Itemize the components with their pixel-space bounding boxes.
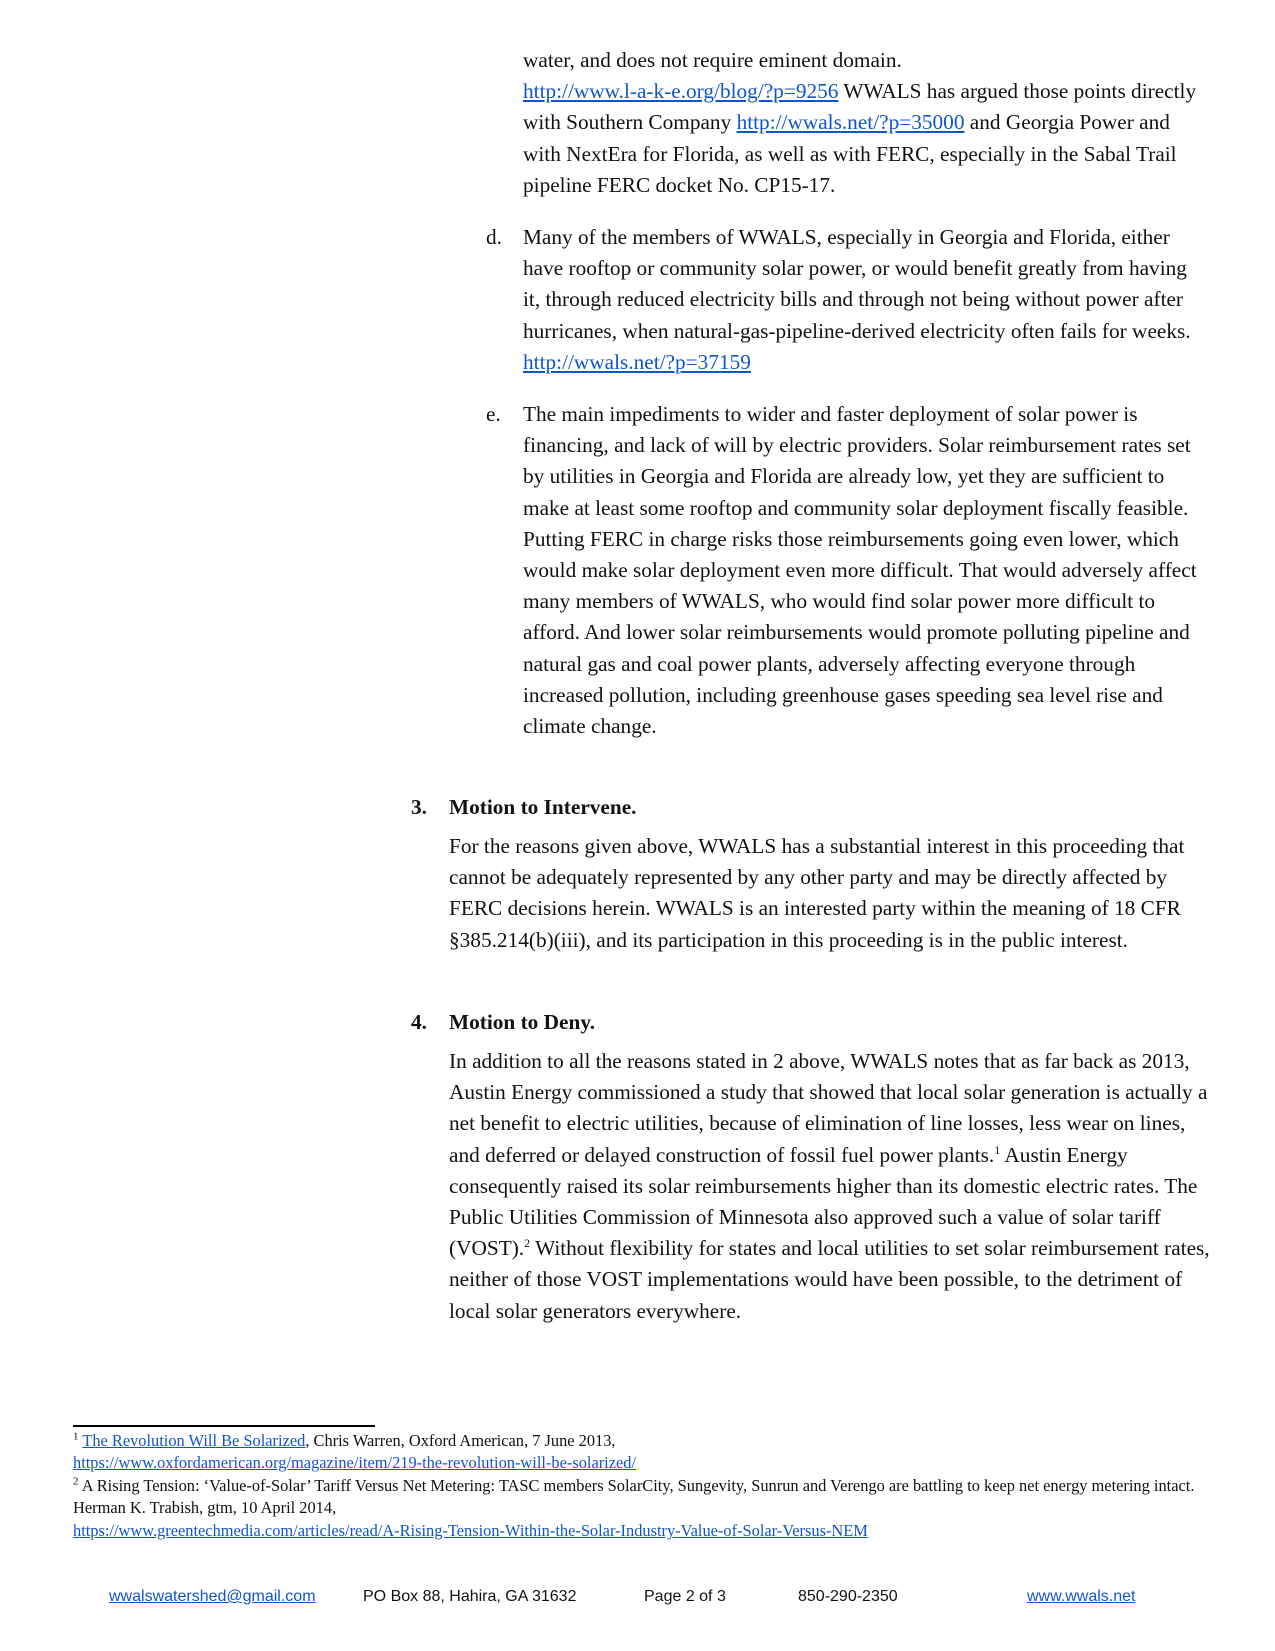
footnote-2-url-link[interactable]: https://www.greentechmedia.com/articles/read/A-Rising-Tension-Within-the-Solar-Industry-Value-of-Solar-Versus-NEM [73,1520,868,1540]
footnote-separator [73,1425,375,1427]
footnote-2 [73,1475,1203,1542]
section-3-heading: Motion to Intervene. [449,795,637,819]
wwals-37159-link[interactable]: http://wwals.net/?p=37159 [523,349,751,374]
footnote-2-text: A Rising Tension: ‘Value-of-Solar’ Tariff Versus Net Metering: TASC members SolarCity, Sungevity, Sunrun and Verengo are battling to keep net energy metering intact. Herman K. Trabish, gtm, 10 April 2014, [73,1476,1195,1518]
section-4-heading: Motion to Deny. [449,1010,596,1034]
footnote-1 [73,1430,1203,1475]
footnote-2-number: 2 [73,1475,79,1488]
lake-blog-link[interactable]: http://www.l-a-k-e.org/blog/?p=9256 [523,79,839,104]
footnote-ref-1[interactable]: 1 [994,1142,1001,1157]
item-d-label: d. [486,225,502,249]
footer-page-number: Page 2 of 3 [644,1588,726,1605]
footnote-1-text: , Chris Warren, Oxford American, 7 June 2013, [305,1431,616,1450]
footnote-1-number: 1 [73,1430,79,1443]
section-3-paragraph: For the reasons given above, WWALS has a substantial interest in this proceeding that cannot be adequately represented by any other party and may be directly affected by FERC decisions herein. WWALS is an interested party within the meaning of 18 CFR §385.214(b)(iii), and its participation in this proceeding is in the public interest. [449,834,1185,952]
footer-email-link[interactable]: wwalswatershed@gmail.com [109,1588,316,1605]
item-e-paragraph: The main impediments to wider and faster deployment of solar power is financing, and lack of will by electric providers. Solar reimbursement rates set by utilities in Georgia and Florida are already low, yet they are sufficient to make at least some rooftop and community solar deployment fiscally feasible. Putting FERC in charge risks those reimbursements going even lower, which would make solar deployment even more difficult. That would adversely affect many members of WWALS, who would find solar power more difficult to afford. And lower solar reimbursements would promote polluting pipeline and natural gas and coal power plants, adversely affecting everyone through increased pollution, including greenhouse gases speeding sea level rise and climate change. [523,402,1197,739]
section-4-text-2: Austin Energy consequently raised its solar reimbursements higher than its domestic electric rates. The Public Utilities Commission of Minnesota also approved such a value of solar tariff (VOST). [449,1142,1198,1261]
footnote-ref-2[interactable]: 2 [524,1236,531,1251]
item-d-text: Many of the members of WWALS, especially in Georgia and Florida, either have rooftop or community solar power, or would benefit greatly from having it, through reduced electricity bills and through not being without power after hurricanes, when natural-gas-pipeline-derived electricity often fails for weeks. [523,225,1191,343]
wwals-35000-link[interactable]: http://wwals.net/?p=35000 [736,110,965,135]
footer-website-link[interactable]: www.wwals.net [1027,1588,1136,1605]
section-4-paragraph [449,1046,1211,1327]
footer-phone: 850-290-2350 [798,1588,898,1605]
item-c-text-1: water, and does not require eminent domain. [523,48,902,72]
section-4-text-3: Without flexibility for states and local utilities to set solar reimbursement rates, neither of those VOST implementations would have been possible, to the detriment of local solar generators everywhere. [449,1236,1210,1323]
item-e-label: e. [486,402,501,426]
item-d-paragraph [523,222,1208,378]
item-c-text-3: and Georgia Power and with NextEra for Florida, as well as with FERC, especially in the Sabal Trail pipeline FERC docket No. CP15-17. [523,110,1177,197]
footer-address: PO Box 88, Hahira, GA 31632 [363,1588,577,1605]
footnote-1-title-link[interactable]: The Revolution Will Be Solarized [82,1431,306,1450]
item-c-continuation [523,45,1208,201]
section-4-text-1: In addition to all the reasons stated in 2 above, WWALS notes that as far back as 2013, Austin Energy commissioned a study that showed that local solar generation is actually a net benefit to electric utilities, because of elimination of line losses, less wear on lines, and deferred or delayed construction of fossil fuel power plants. [449,1049,1208,1167]
section-4-number: 4. [411,1010,427,1034]
item-c-text-2: WWALS has argued those points directly with Southern Company [523,79,1197,135]
footnote-1-url-link[interactable]: https://www.oxfordamerican.org/magazine/item/219-the-revolution-will-be-solarized/ [73,1453,637,1473]
section-3-number: 3. [411,795,427,819]
